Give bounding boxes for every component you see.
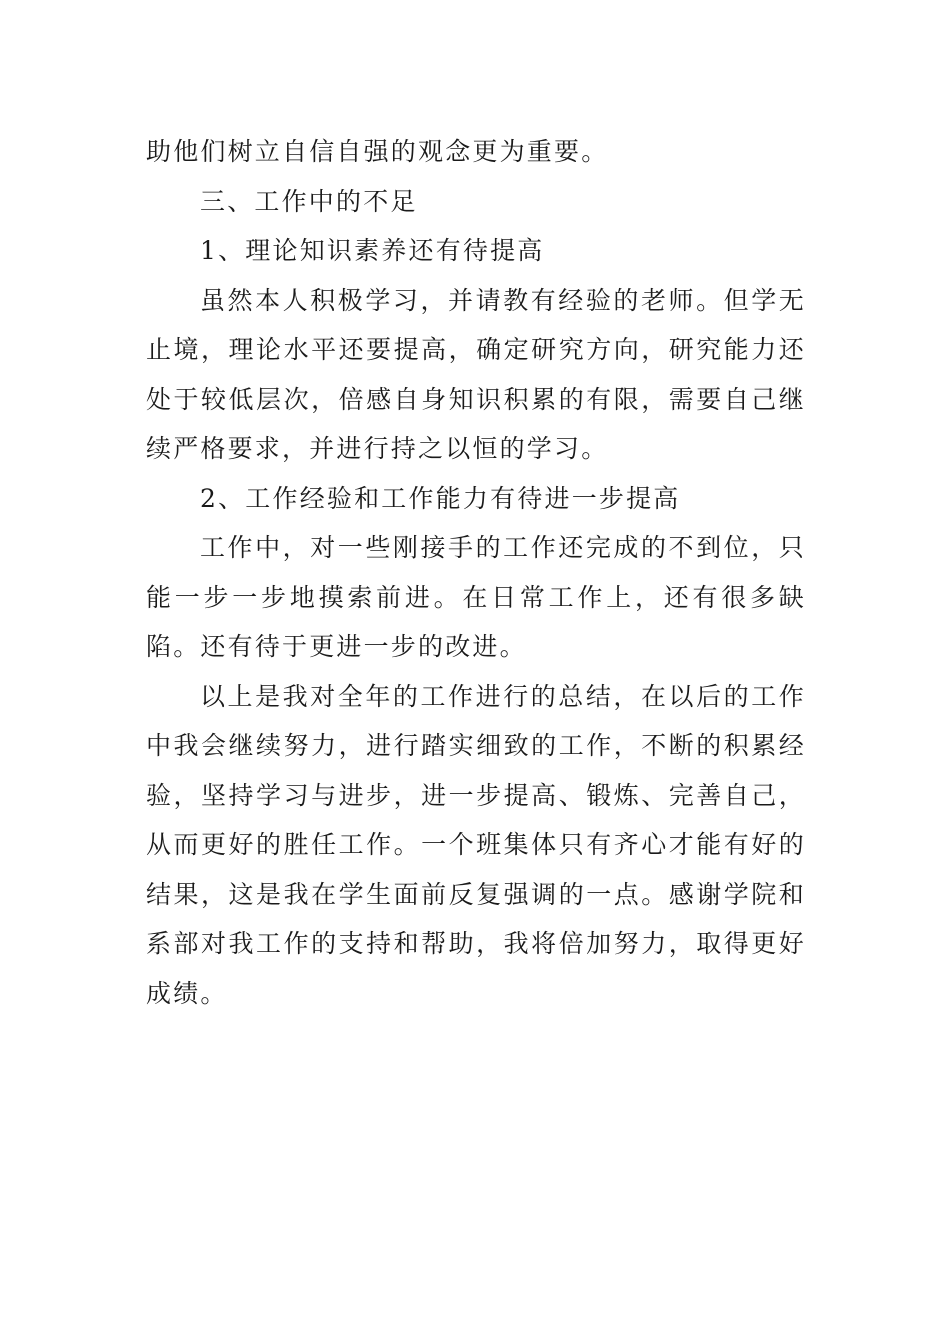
paragraph-experience: 工作中，对一些刚接手的工作还完成的不到位，只能一步一步地摸索前进。在日常工作上，还有很多缺陷。还有待于更进一步的改进。 [146,533,806,661]
subheading-theory: 1、理论知识素养还有待提高 [200,236,545,265]
section-heading-shortcomings: 三、工作中的不足 [200,186,418,216]
paragraph-continuation: 助他们树立自信自强的观念更为重要。 [146,137,609,166]
subheading-experience: 2、工作经验和工作能力有待进一步提高 [200,483,681,513]
document-body [146,127,806,1018]
paragraph-conclusion: 以上是我对全年的工作进行的总结，在以后的工作中我会继续努力，进行踏实细致的工作，不断的积累经验，坚持学习与进步，进一步提高、锻炼、完善自己，从而更好的胜任工作。一个班集体只有齐心才能有好的结果，这是我在学生面前反复强调的一点。感谢学院和系部对我工作的支持和帮助，我将倍加努力，取得更好成绩。 [146,681,806,1008]
paragraph-theory: 虽然本人积极学习，并请教有经验的老师。但学无止境，理论水平还要提高，确定研究方向，研究能力还处于较低层次，倍感自身知识积累的有限，需要自己继续严格要求，并进行持之以恒的学习。 [146,285,806,463]
